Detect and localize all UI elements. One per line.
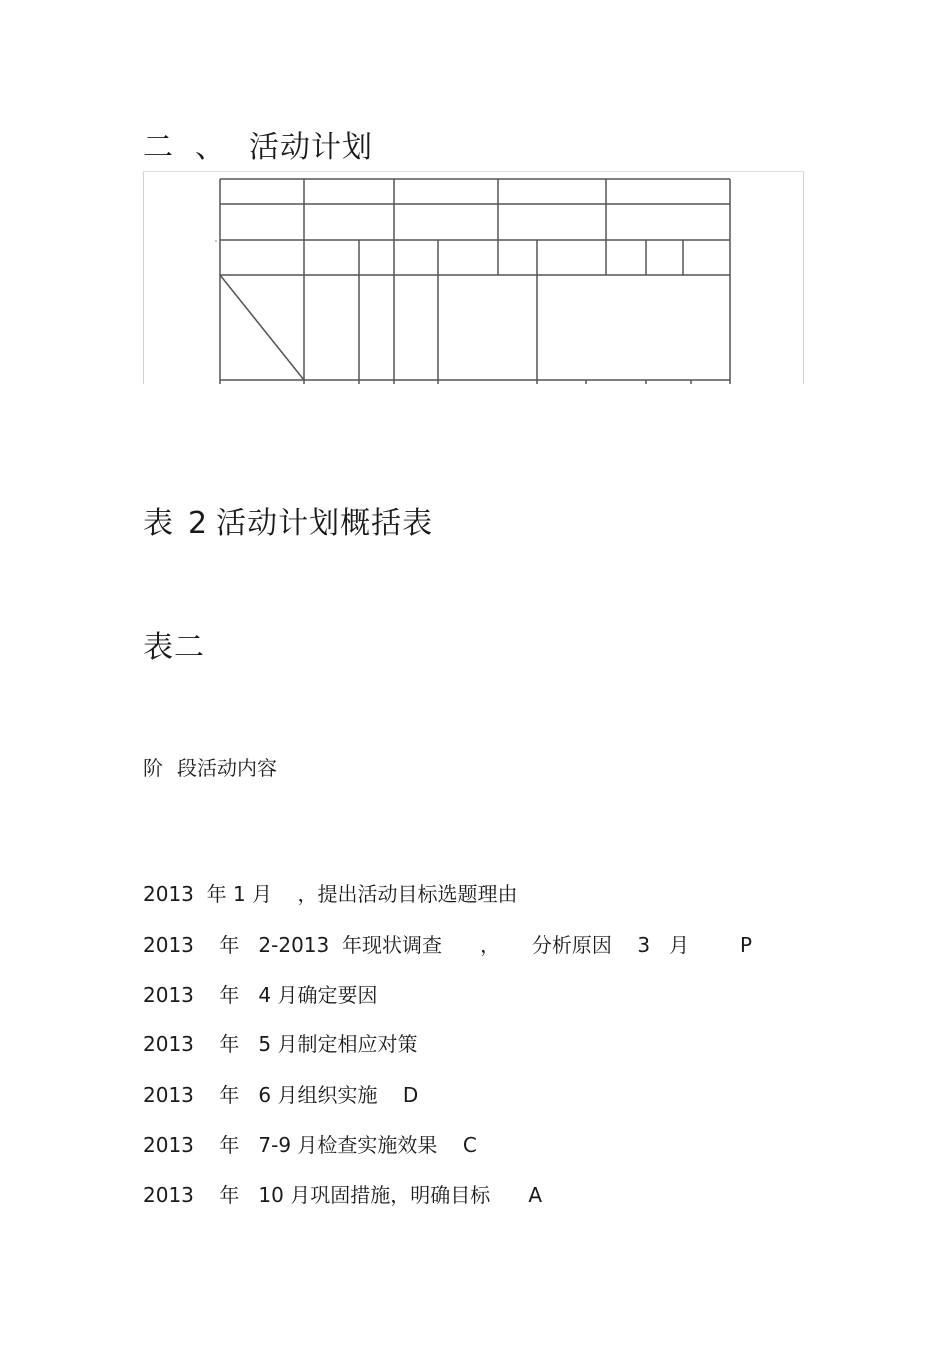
section-heading — [143, 122, 373, 166]
column-header-stage: 阶 — [143, 756, 163, 780]
section-separator: 、 — [195, 130, 226, 165]
table-figure — [143, 171, 804, 384]
plan-row: 2013 年 7-9 月检查实施效果 C — [143, 1133, 477, 1157]
table-label: 表二 — [143, 630, 205, 665]
plan-row: 2013 年 10 月巩固措施，明确目标 A — [143, 1183, 543, 1207]
caption-number: 2 — [188, 506, 209, 541]
plan-row: 2013 年 2-2013 年现状调查 ， 分析原因 3 月 P — [143, 933, 753, 957]
table-grid-image — [143, 171, 804, 384]
plan-row: 2013 年 4 月确定要因 — [143, 983, 378, 1007]
column-header — [143, 752, 277, 781]
plan-row: 2013 年 1 月 ，提出活动目标选题理由 — [143, 882, 518, 906]
caption-prefix: 表 — [143, 506, 174, 541]
column-header-rest: 段活动内容 — [177, 756, 277, 780]
section-number: 二 — [143, 130, 174, 165]
section-title: 活动计划 — [249, 130, 373, 165]
caption-title: 活动计划概括表 — [216, 506, 434, 541]
plan-row: 2013 年 5 月制定相应对策 — [143, 1032, 418, 1056]
table-caption — [143, 498, 433, 542]
plan-row: 2013 年 6 月组织实施 D — [143, 1083, 419, 1107]
